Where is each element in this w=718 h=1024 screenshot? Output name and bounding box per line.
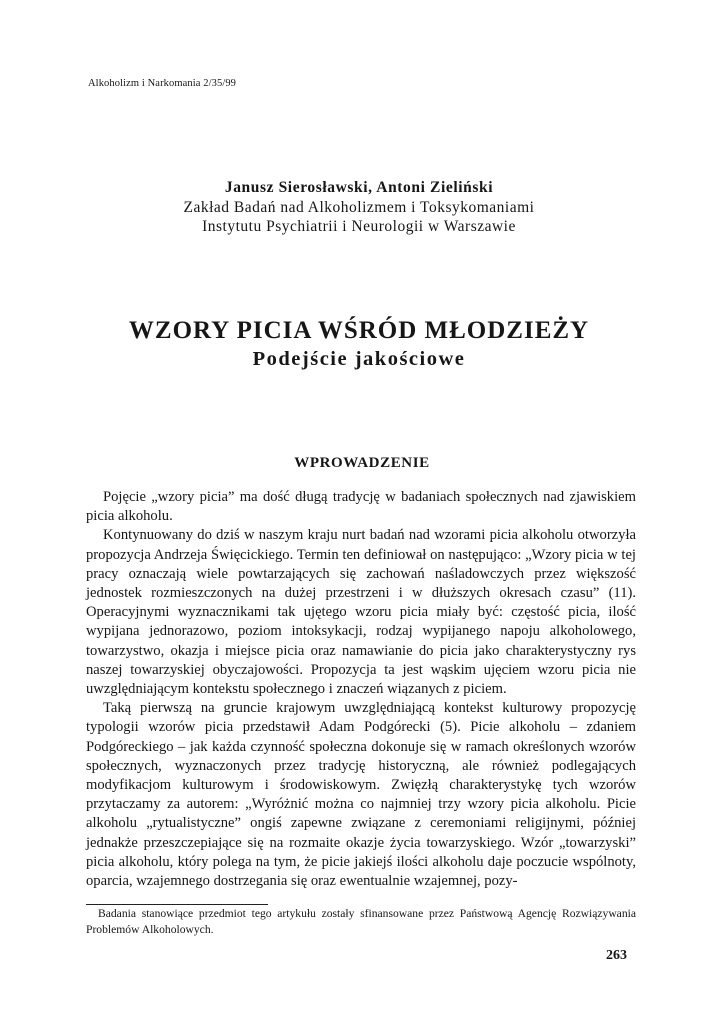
paragraph-1: Pojęcie „wzory picia” ma dość długą tradycję w badaniach społecznych nad zjawiskiem picia alkoholu.	[86, 489, 636, 525]
article-title: WZORY PICIA WŚRÓD MŁODZIEŻY	[128, 317, 590, 344]
affiliation-line-1: Zakład Badań nad Alkoholizmem i Toksykomaniami	[183, 198, 535, 216]
paragraph-3: Taką pierwszą na gruncie krajowym uwzględniającą kontekst kulturowy propozycję typologii wzorów picia przedstawił Adam Podgórecki (5). Picie alkoholu – zdaniem Podgóreckiego – jak każda czynność społeczna dokonuje się w ramach określonych wzorów społecznych, wyznaczonych przez tradycję historyczną, ale również podlegających modyfikacjom kulturowym i środowiskowym. Zwięzłą charakterystykę tych wzorów przytaczamy za autorem: „Wyróżnić można co najmniej trzy wzory picia alkoholu. Picie alkoholu „rytualistyczne” ongiś zapewne związane z ceremoniami religijnymi, później jednakże przeszczepiające się na rozmaite okazje życia towarzyskiego. Wzór „towarzyski” picia alkoholu, który polega na tym, że picie jakiejś ilości alkoholu daje poczucie wspólnoty, oparcia, wzajemnego dostrzegania się oraz ewentualnie wzajemnej, pozy-	[86, 700, 636, 890]
authors: Janusz Sierosławski, Antoni Zieliński	[224, 179, 494, 196]
footnote: Badania stanowiące przedmiot tego artykułu zostały sfinansowane przez Państwową Agencję Rozwiązywania Problemów Alkoholowych.	[86, 907, 636, 936]
page-number: 263	[606, 948, 627, 963]
article-subtitle: Podejście jakościowe	[252, 348, 466, 370]
affiliation-line-2: Instytutu Psychiatrii i Neurologii w Warszawie	[202, 218, 516, 235]
title-block	[60, 315, 658, 373]
authors-block	[88, 178, 630, 237]
body-text	[86, 488, 636, 891]
section-heading: WPROWADZENIE	[294, 455, 430, 471]
footnote-divider	[86, 904, 268, 905]
paragraph-2: Kontynuowany do dziś w naszym kraju nurt badań nad wzorami picia alkoholu otworzyła propozycja Andrzeja Święcickiego. Termin ten definiował on następująco: „Wzory picia w tej pracy oznaczają wiele powtarzających się zachowań naśladowczych przez większość jednostek rozmieszczonych na dużej przestrzeni i w dłuższych okresach czasu” (11). Operacyjnymi wyznacznikami tak ujętego wzoru picia miały być: częstość picia, ilość wypijana jednorazowo, poziom intoksykacji, rodzaj wypijanego napoju alkoholowego, towarzystwo, okazja i miejsce picia oraz namawianie do picia jako charakterystyczny rys naszej towarzyskiej obyczajowości. Propozycja ta jest wąskim ujęciem wzoru picia nie uwzględniającym kontekstu społecznego i znaczeń wiązanych z piciem.	[86, 527, 636, 698]
journal-header: Alkoholizm i Narkomania 2/35/99	[88, 78, 237, 89]
